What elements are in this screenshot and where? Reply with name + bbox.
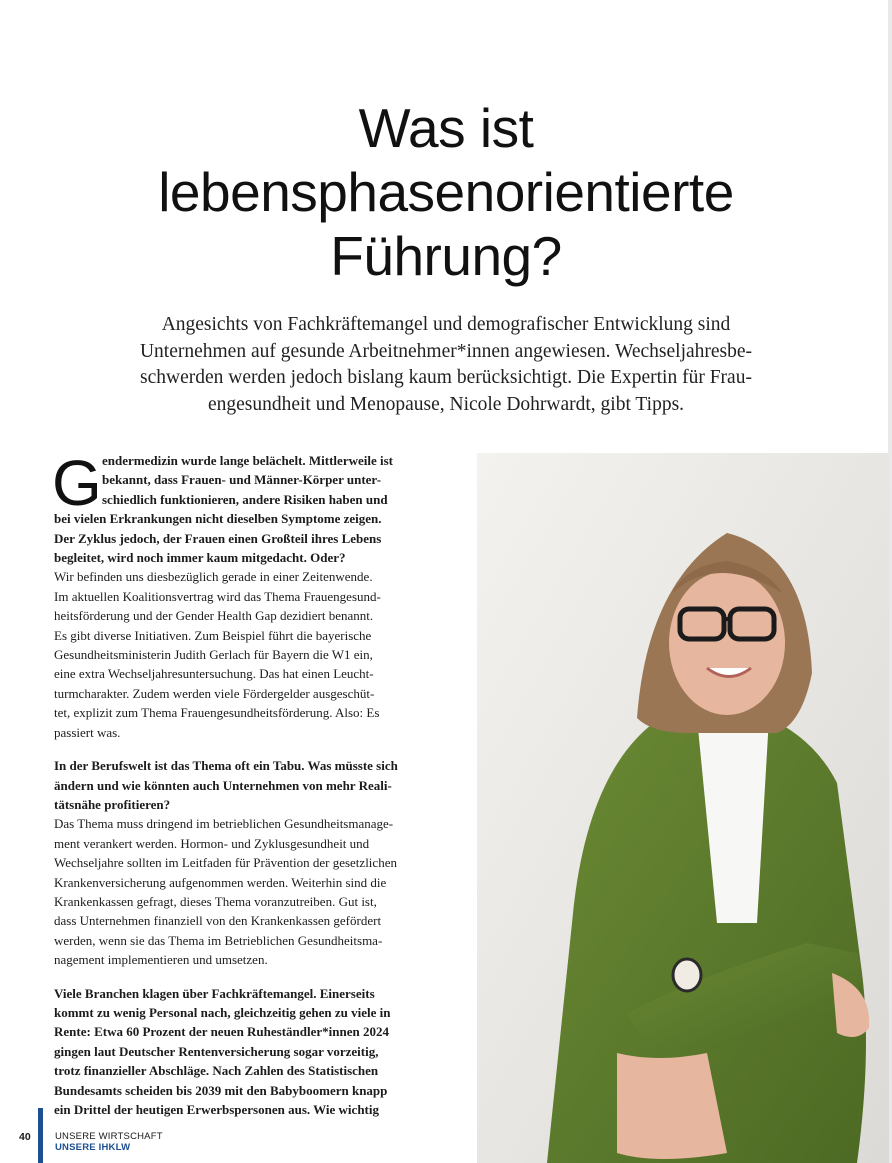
text-line: endermedizin wurde lange belächelt. Mittlerweile ist — [102, 453, 393, 468]
text-line: kommt zu wenig Personal nach, gleichzeitig gehen zu viele in — [54, 1004, 391, 1020]
text-line: schiedlich funktionieren, andere Risiken haben und — [102, 491, 388, 507]
text-line: Im aktuellen Koalitionsvertrag wird das Thema Frauengesund- — [54, 588, 381, 604]
face — [669, 571, 785, 715]
folio-accent-bar — [38, 1108, 43, 1163]
text-line: trotz finanzieller Abschläge. Nach Zahlen des Statistischen — [54, 1063, 379, 1079]
text-line: Der Zyklus jedoch, der Frauen einen Großteil ihres Lebens — [54, 530, 382, 546]
question-2 — [54, 756, 436, 814]
text-line: eine extra Wechseljahresuntersuchung. Das hat einen Leucht- — [54, 666, 374, 682]
text-line: Das Thema muss dringend im betrieblichen Gesundheitsmanage- — [54, 816, 394, 832]
drop-cap: G — [52, 447, 102, 519]
lede-line: engesundheit und Menopause, Nicole Dohrwardt, gibt Tipps. — [207, 393, 685, 415]
question-3 — [54, 984, 436, 1120]
answer-2 — [54, 814, 436, 969]
portrait-photo — [477, 453, 889, 1163]
text-line: Wir befinden uns diesbezüglich gerade in einer Zeitenwende. — [54, 569, 373, 585]
text-line: bekannt, dass Frauen- und Männer-Körper unter- — [102, 472, 382, 488]
footer-subsection: UNSERE IHKLW — [55, 1142, 131, 1153]
text-line: ändern und wie könnten auch Unternehmen von mehr Reali- — [54, 777, 392, 793]
text-line: Wechseljahre sollten im Leitfaden für Prävention der gesetzlichen — [54, 855, 397, 871]
footer-section: UNSERE WIRTSCHAFT — [55, 1131, 163, 1142]
text-line: turmcharakter. Zudem werden viele Fördergelder ausgeschüt- — [54, 685, 375, 701]
wristwatch-icon — [673, 959, 701, 991]
answer-1 — [54, 567, 436, 742]
text-line: In der Berufswelt ist das Thema oft ein Tabu. Was müsste sich — [54, 758, 398, 774]
text-line: tätsnähe profitieren? — [54, 796, 171, 812]
text-line: dass Unternehmen finanziell von den Krankenkassen gefördert — [54, 913, 382, 929]
text-line: Krankenversicherung aufgenommen werden. Weiterhin sind die — [54, 874, 387, 890]
text-line: heitsförderung und der Gender Health Gap dezidiert benannt. — [54, 608, 374, 624]
article-lede — [60, 312, 832, 418]
title-line: Führung? — [330, 225, 562, 287]
article-title — [0, 96, 892, 288]
text-line: bei vielen Erkrankungen nicht dieselben Symptome zeigen. — [54, 511, 382, 527]
article-body — [52, 447, 436, 1119]
text-line: werden, wenn sie das Thema im Betrieblichen Gesundheitsma- — [54, 932, 383, 948]
text-line: begleitet, wird noch immer kaum mitgedacht. Oder? — [54, 550, 346, 566]
title-line: Was ist — [358, 97, 534, 159]
title-line: lebensphasenorientierte — [158, 161, 734, 223]
text-line: nagement implementieren und umsetzen. — [54, 952, 268, 968]
text-line: ein Drittel der heutigen Erwerbspersonen aus. Wie wichtig — [54, 1102, 379, 1117]
text-line: Bundesamts scheiden bis 2039 mit den Babyboomern knapp — [54, 1082, 388, 1098]
question-1 — [52, 447, 436, 567]
lede-line: schwerden werden jedoch bislang kaum berücksichtigt. Die Expertin für Frau- — [140, 367, 752, 388]
portrait-illustration — [477, 453, 889, 1163]
text-line: Krankenkassen gefragt, dieses Thema voranzutreiben. Gut ist, — [54, 893, 377, 909]
text-line: Es gibt diverse Initiativen. Zum Beispiel führt die bayerische — [54, 627, 372, 643]
lede-line: Unternehmen auf gesunde Arbeitnehmer*innen angewiesen. Wechseljahresbe- — [139, 340, 753, 362]
text-line: Viele Branchen klagen über Fachkräftemangel. Einerseits — [54, 985, 375, 1001]
page-number: 40 — [19, 1131, 31, 1143]
text-line: Rente: Etwa 60 Prozent der neuen Ruheständler*innen 2024 — [54, 1024, 389, 1040]
text-line: passiert was. — [54, 724, 121, 740]
text-line: tet, explizit zum Thema Frauengesundheitsförderung. Also: Es — [54, 705, 380, 721]
lede-line: Angesichts von Fachkräftemangel und demografischer Entwicklung sind — [161, 314, 731, 335]
text-line: Gesundheitsministerin Judith Gerlach für Bayern die W1 ein, — [54, 647, 373, 663]
text-line: ment verankert werden. Hormon- und Zyklusgesundheit und — [54, 835, 370, 851]
text-line: gingen laut Deutscher Rentenversicherung sogar vorzeitig, — [54, 1043, 379, 1059]
